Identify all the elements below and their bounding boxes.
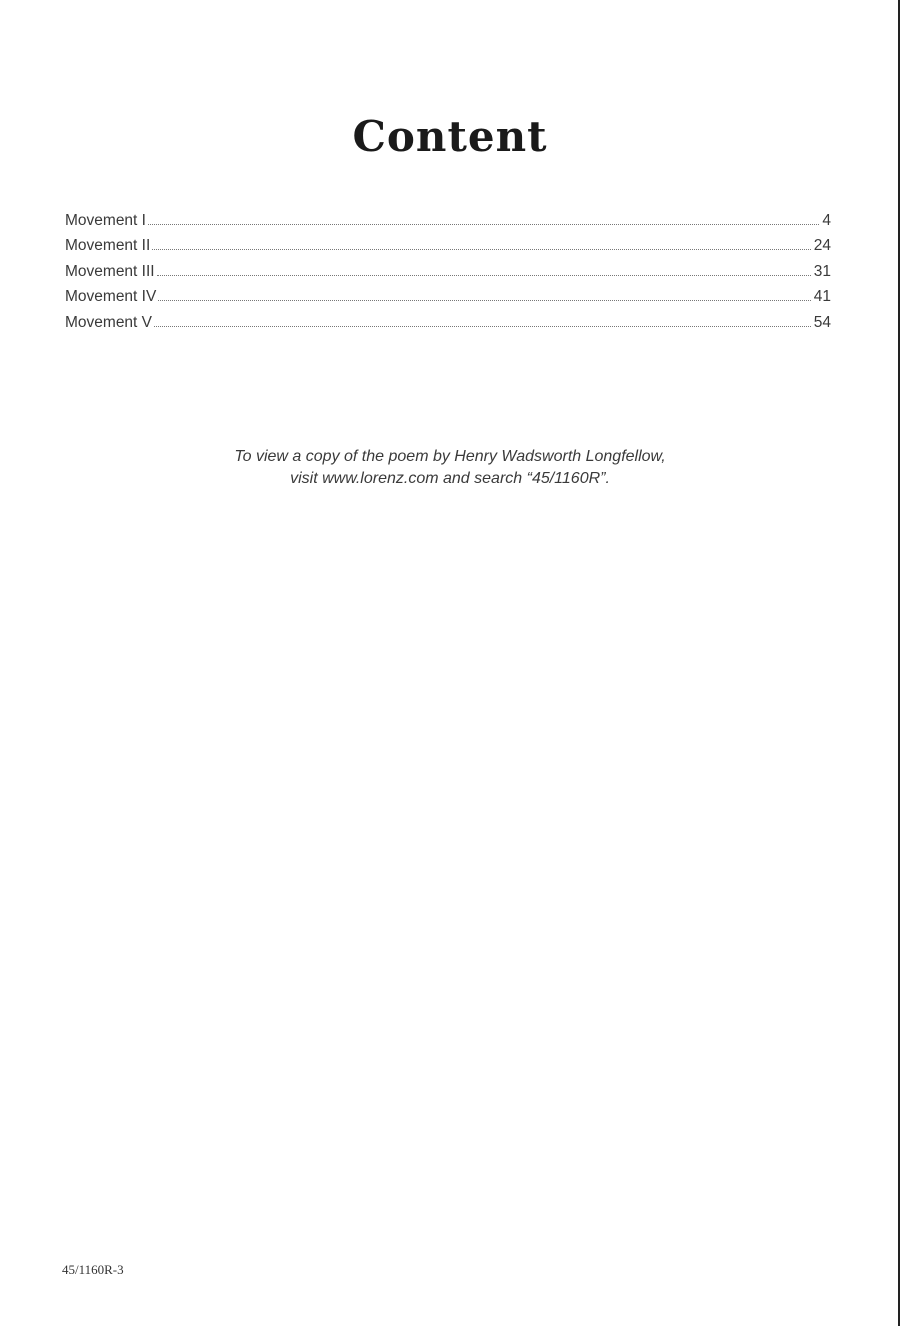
toc-entry-label: Movement I	[65, 212, 146, 229]
table-of-contents	[65, 212, 831, 339]
toc-dot-leader	[154, 326, 811, 327]
toc-entry-label: Movement IV	[65, 288, 157, 306]
poem-note	[0, 446, 900, 490]
toc-dot-leader	[158, 300, 810, 301]
toc-entry-page: 24	[813, 237, 831, 255]
catalog-code: 45/1160R-3	[62, 1262, 124, 1277]
toc-dot-leader	[148, 224, 819, 225]
toc-entry-movement-2[interactable]	[65, 237, 831, 262]
toc-entry-movement-4[interactable]	[65, 288, 831, 313]
page-title: Content	[352, 112, 548, 161]
toc-entry-label: Movement V	[65, 313, 153, 331]
toc-entry-movement-5[interactable]	[65, 314, 831, 339]
toc-entry-page: 41	[813, 288, 831, 306]
poem-note-line-2: visit www.lorenz.com and search “45/1160R”.	[290, 470, 610, 487]
toc-dot-leader	[152, 249, 810, 250]
toc-dot-leader	[157, 275, 811, 276]
toc-entry-page: 4	[822, 212, 831, 229]
toc-entry-label: Movement III	[65, 262, 155, 280]
toc-entry-movement-3[interactable]	[65, 263, 831, 288]
toc-entry-movement-1[interactable]	[65, 212, 831, 237]
toc-entry-label: Movement II	[65, 237, 151, 255]
toc-entry-page: 31	[813, 262, 831, 280]
poem-note-line-1: To view a copy of the poem by Henry Wadsworth Longfellow,	[234, 448, 666, 465]
toc-entry-page: 54	[813, 313, 831, 331]
